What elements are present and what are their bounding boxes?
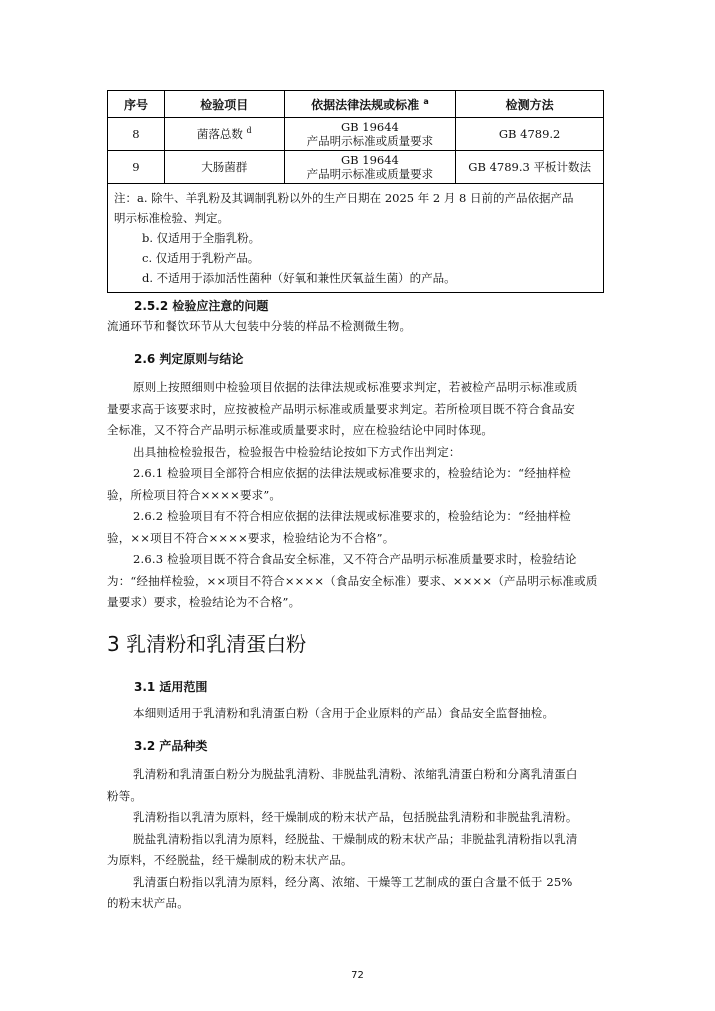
para-line: 为：“经抽样检验，××项目不符合××××（食品安全标准）要求、××××（产品明示标准或质	[107, 573, 598, 588]
section-3-2-text	[107, 764, 604, 915]
row-standard	[284, 118, 456, 151]
para-line: 量要求高于该要求时，应按被检产品明示标准或质量要求判定。若所检项目既不符合食品安	[107, 401, 575, 416]
table-row	[108, 118, 604, 151]
row-item-label: 菌落总数	[196, 127, 243, 141]
para-line: 乳清蛋白粉指以乳清为原料，经分离、浓缩、干燥等工艺制成的蛋白含量不低于 25%	[133, 874, 573, 889]
section-3-1-text	[107, 703, 604, 725]
para-line: 流通环节和餐饮环节从大包装中分装的样品不检测微生物。	[107, 319, 412, 333]
table-row	[108, 151, 604, 184]
table-notes	[108, 184, 604, 293]
section-2-5-2-text	[107, 316, 604, 338]
row-standard-line1: GB 19644	[340, 153, 399, 167]
table-notes-row	[108, 184, 604, 293]
row-item-sup: d	[246, 126, 252, 136]
para-line: 2.6.2 检验项目有不符合相应依据的法律法规或标准要求的，检验结论为：“经抽样检	[133, 509, 571, 523]
para-line: 为原料，不经脱盐，经干燥制成的粉末状产品。	[107, 853, 353, 867]
header-standard-sup: a	[423, 96, 429, 106]
row-method: GB 4789.2	[456, 118, 604, 151]
para-line: 本细则适用于乳清粉和乳清蛋白粉（含用于企业原料的产品）食品安全监督抽检。	[133, 706, 555, 720]
heading-2-6: 2.6 判定原则与结论	[134, 352, 244, 366]
row-standard	[284, 151, 456, 184]
header-serial: 序号	[108, 91, 165, 118]
row-item-label: 大肠菌群	[201, 160, 248, 174]
row-no: 9	[108, 151, 165, 184]
para-line: 验，所检项目符合××××要求”。	[107, 487, 282, 502]
para-line: 验，××项目不符合××××要求，检验结论为不合格”。	[107, 530, 395, 545]
para-line: 2.6.3 检验项目既不符合食品安全标准，又不符合产品明示标准质量要求时，检验结论	[133, 552, 577, 566]
note-c: c. 仅适用于乳粉产品。	[142, 251, 260, 265]
para-line: 全标准，又不符合产品明示标准或质量要求时，应在检验结论中同时体现。	[107, 423, 494, 437]
para-line: 的粉末状产品。	[107, 896, 189, 910]
row-item	[164, 118, 284, 151]
section-2-6-text	[107, 377, 604, 614]
heading-3-1: 3.1 适用范围	[134, 680, 208, 694]
header-standard	[284, 91, 456, 118]
inspection-table	[107, 90, 604, 293]
header-standard-label: 依据法律法规或标准	[311, 97, 420, 112]
row-no: 8	[108, 118, 165, 151]
row-standard-line2: 产品明示标准或质量要求	[306, 167, 434, 181]
note-d: d. 不适用于添加活性菌种（好氧和兼性厌氧益生菌）的产品。	[142, 271, 456, 285]
heading-3-2: 3.2 产品种类	[134, 739, 208, 753]
para-line: 脱盐乳清粉指以乳清为原料，经脱盐、干燥制成的粉末状产品；非脱盐乳清粉指以乳清	[133, 831, 578, 846]
para-line: 原则上按照细则中检验项目依据的法律法规或标准要求判定，若被检产品明示标准或质	[133, 380, 578, 394]
para-line: 量要求）要求，检验结论为不合格”。	[107, 595, 301, 609]
row-item	[164, 151, 284, 184]
row-standard-line1: GB 19644	[340, 120, 399, 134]
row-method: GB 4789.3 平板计数法	[456, 151, 604, 184]
para-line: 乳清粉指以乳清为原料，经干燥制成的粉末状产品，包括脱盐乳清粉和非脱盐乳清粉。	[133, 810, 578, 824]
note-a-line1: 注：a. 除牛、羊乳粉及其调制乳粉以外的生产日期在 2025 年 2 月 8 日前的产品依据产品	[114, 191, 574, 205]
table-header-row	[108, 91, 604, 118]
note-a-line2: 明示标准检验、判定。	[114, 211, 229, 225]
para-line: 粉等。	[107, 788, 143, 803]
para-line: 出具抽检检验报告，检验报告中检验结论按如下方式作出判定：	[133, 444, 461, 459]
heading-2-5-2: 2.5.2 检验应注意的问题	[134, 299, 269, 313]
header-method: 检测方法	[456, 91, 604, 118]
page-number: 72	[351, 970, 364, 981]
row-standard-line2: 产品明示标准或质量要求	[306, 134, 434, 148]
para-line: 2.6.1 检验项目全部符合相应依据的法律法规或标准要求的，检验结论为：“经抽样检	[133, 466, 571, 480]
header-item: 检验项目	[164, 91, 284, 118]
para-line: 乳清粉和乳清蛋白粉分为脱盐乳清粉、非脱盐乳清粉、浓缩乳清蛋白粉和分离乳清蛋白	[133, 767, 578, 781]
note-b: b. 仅适用于全脂乳粉。	[142, 231, 261, 245]
heading-3: 3 乳清粉和乳清蛋白粉	[107, 632, 307, 656]
